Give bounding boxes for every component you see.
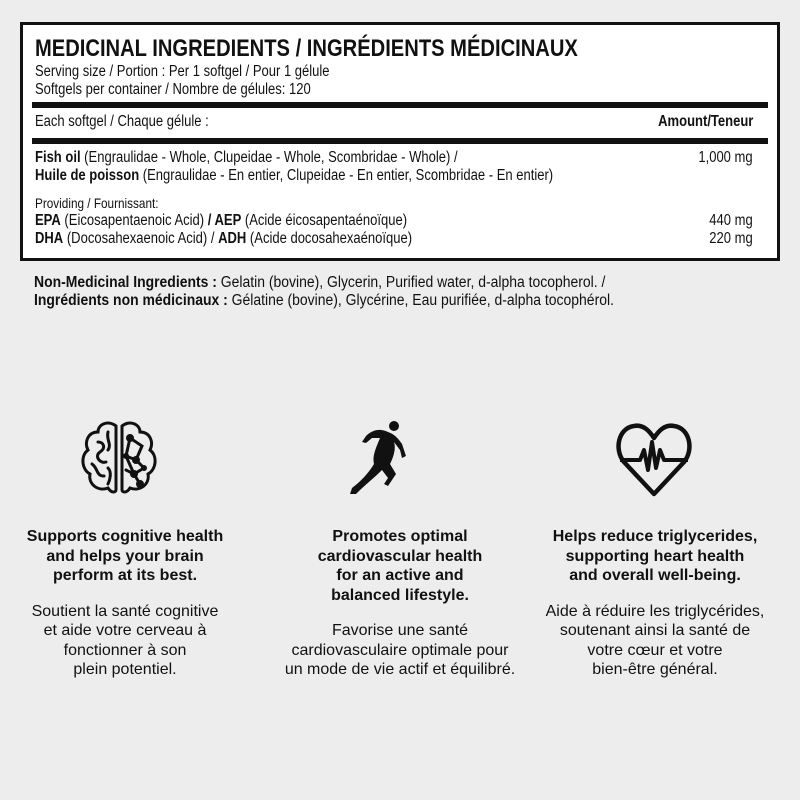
divider [32,138,768,144]
benefit-3 [525,527,785,680]
panel-title: MEDICINAL INGREDIENTS / INGRÉDIENTS MÉDICINAUX [35,35,578,62]
epa-amount: 440 mg [709,212,753,229]
epa-row [35,212,407,230]
divider [32,102,768,108]
benefit-line: perform at its best. [52,567,198,584]
benefit-fr-text [0,602,255,680]
benefit-en-text [270,527,530,605]
non-medicinal-ingredients [34,274,614,310]
dha-row [35,230,412,248]
adh-desc: (Acide docosahexaénoïque) [246,230,413,247]
benefit-line: fonctionner à son [63,641,187,659]
benefit-line: et aide votre cerveau à [43,622,207,639]
fish-oil-desc: (Engraulidae - Whole, Clupeidae - Whole, Scombridae - Whole) / [80,149,458,166]
benefit-1 [0,527,255,680]
adh-name: ADH [218,230,247,247]
benefit-line: soutenant ainsi la santé de [559,622,751,639]
aep-desc: (Acide éicosapentaénoïque) [241,212,408,229]
benefit-fr-text [270,621,530,680]
benefit-line: Aide à réduire les triglycérides, [545,602,765,620]
non-medicinal-text: Gelatin (bovine), Glycerin, Purified water, d-alpha tocopherol. / [216,274,606,291]
dha-desc: (Docosahexaenoic Acid) / [63,230,219,247]
dha-name: DHA [35,230,64,247]
runner-icon [342,418,422,498]
benefit-en-text [0,527,255,586]
non-medicinal-fr-text: Gélatine (bovine), Glycérine, Eau purifiée, d-alpha tocophérol. [227,292,614,309]
benefit-line: bien-être général. [592,661,718,678]
fish-oil-fr-name: Huile de poisson [35,167,140,184]
epa-desc: (Eicosapentaenoic Acid) [60,212,208,229]
dha-amount: 220 mg [709,230,753,247]
fish-oil-amount: 1,000 mg [698,149,753,166]
benefit-line: Promotes optimal [332,528,468,545]
medicinal-ingredients-panel [20,22,780,261]
each-softgel-label: Each softgel / Chaque gélule : [35,113,209,130]
heart-pulse-icon [614,418,694,498]
benefit-line: cardiovasculaire optimale pour [291,641,509,659]
benefit-line: Supports cognitive health [26,528,224,545]
benefit-line: votre cœur et votre [587,641,723,659]
benefit-line: balanced lifestyle. [331,586,469,604]
benefit-line: Favorise une santé [331,622,469,639]
benefit-line: cardiovascular health [317,547,483,565]
aep-name: / AEP [207,212,242,229]
benefit-line: plein potentiel. [73,661,177,678]
benefit-line: un mode de vie actif et équilibré. [284,661,516,678]
brain-icon [78,418,158,498]
benefit-en-text [525,527,785,586]
benefit-fr-text [525,602,785,680]
benefit-line: and overall well-being. [569,567,741,584]
non-medicinal-label: Non-Medicinal Ingredients : [34,274,217,291]
fish-oil-name: Fish oil [35,149,81,166]
softgels-per-container: Softgels per container / Nombre de gélules: 120 [35,81,311,98]
non-medicinal-fr-label: Ingrédients non médicinaux : [34,292,228,309]
fish-oil-row [35,149,458,167]
epa-name: EPA [35,212,61,229]
benefit-line: Helps reduce triglycerides, [552,528,758,545]
fish-oil-fr-desc: (Engraulidae - En entier, Clupeidae - En entier, Scombridae - En entier) [139,167,554,184]
benefit-line: Soutient la santé cognitive [31,602,219,620]
benefit-line: and helps your brain [46,547,204,565]
benefit-2 [270,527,530,680]
providing-label: Providing / Fournissant: [35,195,159,211]
fish-oil-fr-row [35,167,553,185]
benefit-line: supporting heart health [565,547,745,565]
benefit-line: for an active and [336,567,464,584]
amount-header: Amount/Teneur [657,113,753,130]
serving-size: Serving size / Portion : Per 1 softgel / Pour 1 gélule [35,63,330,80]
